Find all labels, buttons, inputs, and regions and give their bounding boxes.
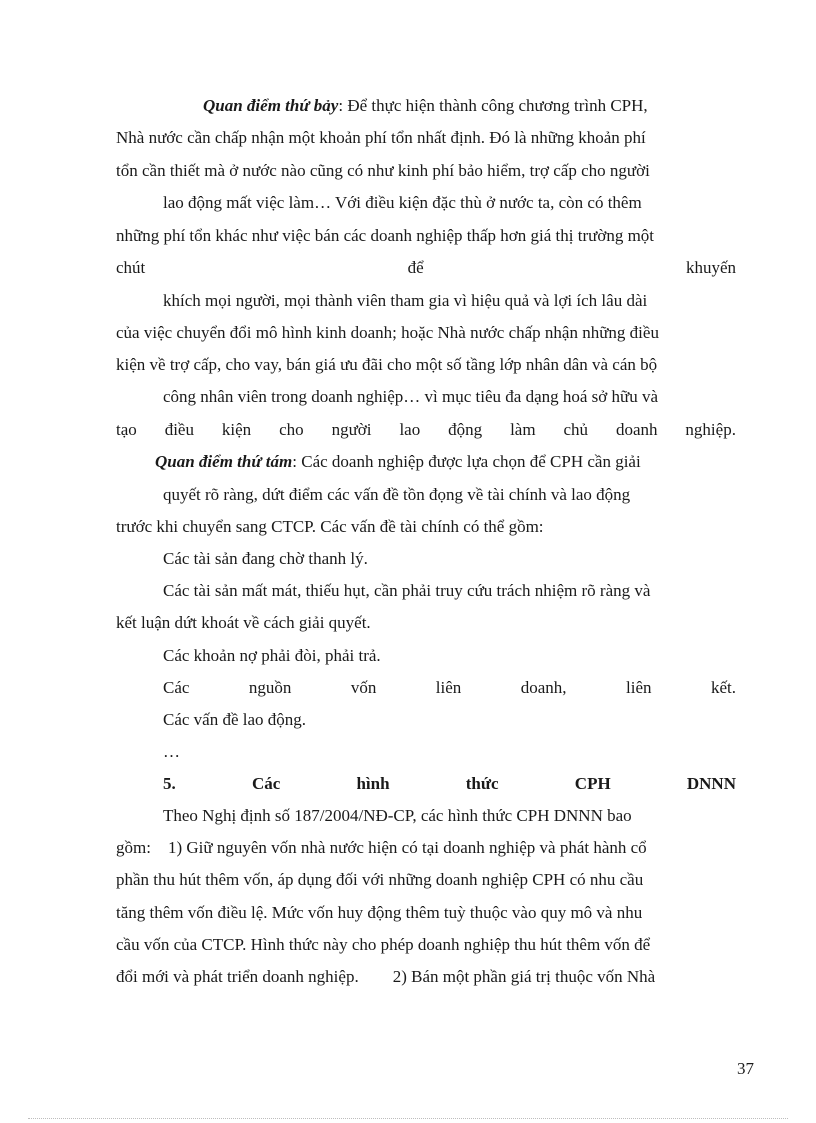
word: lao: [399, 420, 421, 439]
word: doanh: [615, 420, 658, 439]
paragraph-line: kiện về trợ cấp, cho vay, bán giá ưu đãi cho một số tầng lớp nhân dân và cán bộ: [116, 355, 658, 374]
list-item: Các khoản nợ phải đòi, phải trả.: [163, 646, 381, 665]
word: khuyến: [685, 258, 736, 277]
word: Các: [163, 678, 190, 697]
paragraph-text: Các doanh nghiệp được lựa chọn để CPH cần giải: [301, 452, 641, 471]
word: để: [407, 258, 424, 277]
word: liên: [626, 678, 652, 697]
heading-word: thức: [465, 774, 499, 793]
word: nghiệp.: [685, 420, 736, 439]
heading-quan-diem-thu-bay: Quan điểm thứ bảy: [203, 96, 339, 115]
paragraph-text: Để thực hiện thành công chương trình CPH,: [347, 96, 648, 115]
word: động: [448, 420, 483, 439]
list-item: [163, 677, 736, 699]
paragraph-line: Theo Nghị định số 187/2004/NĐ-CP, các hình thức CPH DNNN bao: [163, 806, 632, 825]
word: liên: [435, 678, 462, 697]
word: kết.: [710, 678, 736, 697]
word: vốn: [350, 678, 377, 697]
paragraph-line: của việc chuyển đổi mô hình kinh doanh; hoặc Nhà nước chấp nhận những điều: [116, 323, 659, 342]
list-item-continuation: kết luận dứt khoát về cách giải quyết.: [116, 613, 371, 632]
heading-separator: :: [292, 452, 302, 471]
word: kiện: [221, 420, 252, 439]
paragraph-line: lao động mất việc làm… Với điều kiện đặc thù ở nước ta, còn có thêm: [163, 193, 642, 212]
paragraph-line: phần thu hút thêm vốn, áp dụng đối với những doanh nghiệp CPH có nhu cầu: [116, 870, 644, 889]
paragraph-line: [155, 451, 738, 473]
justified-line: [116, 419, 736, 441]
word: cho: [279, 420, 304, 439]
heading-word: CPH: [574, 774, 611, 793]
heading-word: Các: [251, 774, 281, 793]
word: người: [331, 420, 372, 439]
word: chủ: [563, 420, 589, 439]
heading-word: hình: [356, 774, 390, 793]
word: làm: [510, 420, 536, 439]
heading-word: 5.: [163, 774, 176, 793]
paragraph-line: trước khi chuyển sang CTCP. Các vấn đề tài chính có thể gồm:: [116, 517, 544, 536]
heading-separator: :: [338, 96, 348, 115]
list-item: Các vấn đề lao động.: [163, 710, 307, 729]
paragraph-line: công nhân viên trong doanh nghiệp… vì mục tiêu đa dạng hoá sở hữu và: [163, 387, 659, 406]
paragraph-line: gồm: 1) Giữ nguyên vốn nhà nước hiện có tại doanh nghiệp và phát hành cổ: [116, 838, 647, 857]
heading-quan-diem-thu-tam: Quan điểm thứ tám: [155, 452, 293, 471]
paragraph-line: khích mọi người, mọi thành viên tham gia vì hiệu quả và lợi ích lâu dài: [163, 291, 648, 310]
word: điều: [164, 420, 194, 439]
paragraph-line: cầu vốn của CTCP. Hình thức này cho phép doanh nghiệp thu hút thêm vốn để: [116, 935, 651, 954]
page-number: 37: [737, 1059, 754, 1078]
word: nguồn: [248, 678, 292, 697]
list-item: Các tài sản mất mát, thiếu hụt, cần phải truy cứu trách nhiệm rõ ràng và: [163, 581, 651, 600]
paragraph-line: tăng thêm vốn điều lệ. Mức vốn huy động thêm tuỳ thuộc vào quy mô và nhu: [116, 903, 643, 922]
list-item: Các tài sản đang chờ thanh lý.: [163, 549, 368, 568]
heading-word: DNNN: [686, 774, 736, 793]
word: doanh,: [520, 678, 567, 697]
paragraph-line: Nhà nước cần chấp nhận một khoản phí tổn nhất định. Đó là những khoản phí: [116, 128, 646, 147]
word: tạo: [116, 420, 137, 439]
page-bottom-divider: [28, 1118, 788, 1119]
paragraph-line: [203, 95, 738, 117]
word: chút: [116, 258, 146, 277]
list-ellipsis: …: [163, 742, 180, 761]
section-heading: [163, 773, 736, 795]
justified-line: [116, 257, 736, 279]
paragraph-line: đổi mới và phát triển doanh nghiệp. 2) Bán một phần giá trị thuộc vốn Nhà: [116, 967, 656, 986]
paragraph-line: những phí tổn khác như việc bán các doanh nghiệp thấp hơn giá thị trường một: [116, 226, 655, 245]
paragraph-line: tổn cần thiết mà ở nước nào cũng có như kinh phí bảo hiểm, trợ cấp cho người: [116, 161, 650, 180]
paragraph-line: quyết rõ ràng, dứt điểm các vấn đề tồn đọng về tài chính và lao động: [163, 485, 631, 504]
